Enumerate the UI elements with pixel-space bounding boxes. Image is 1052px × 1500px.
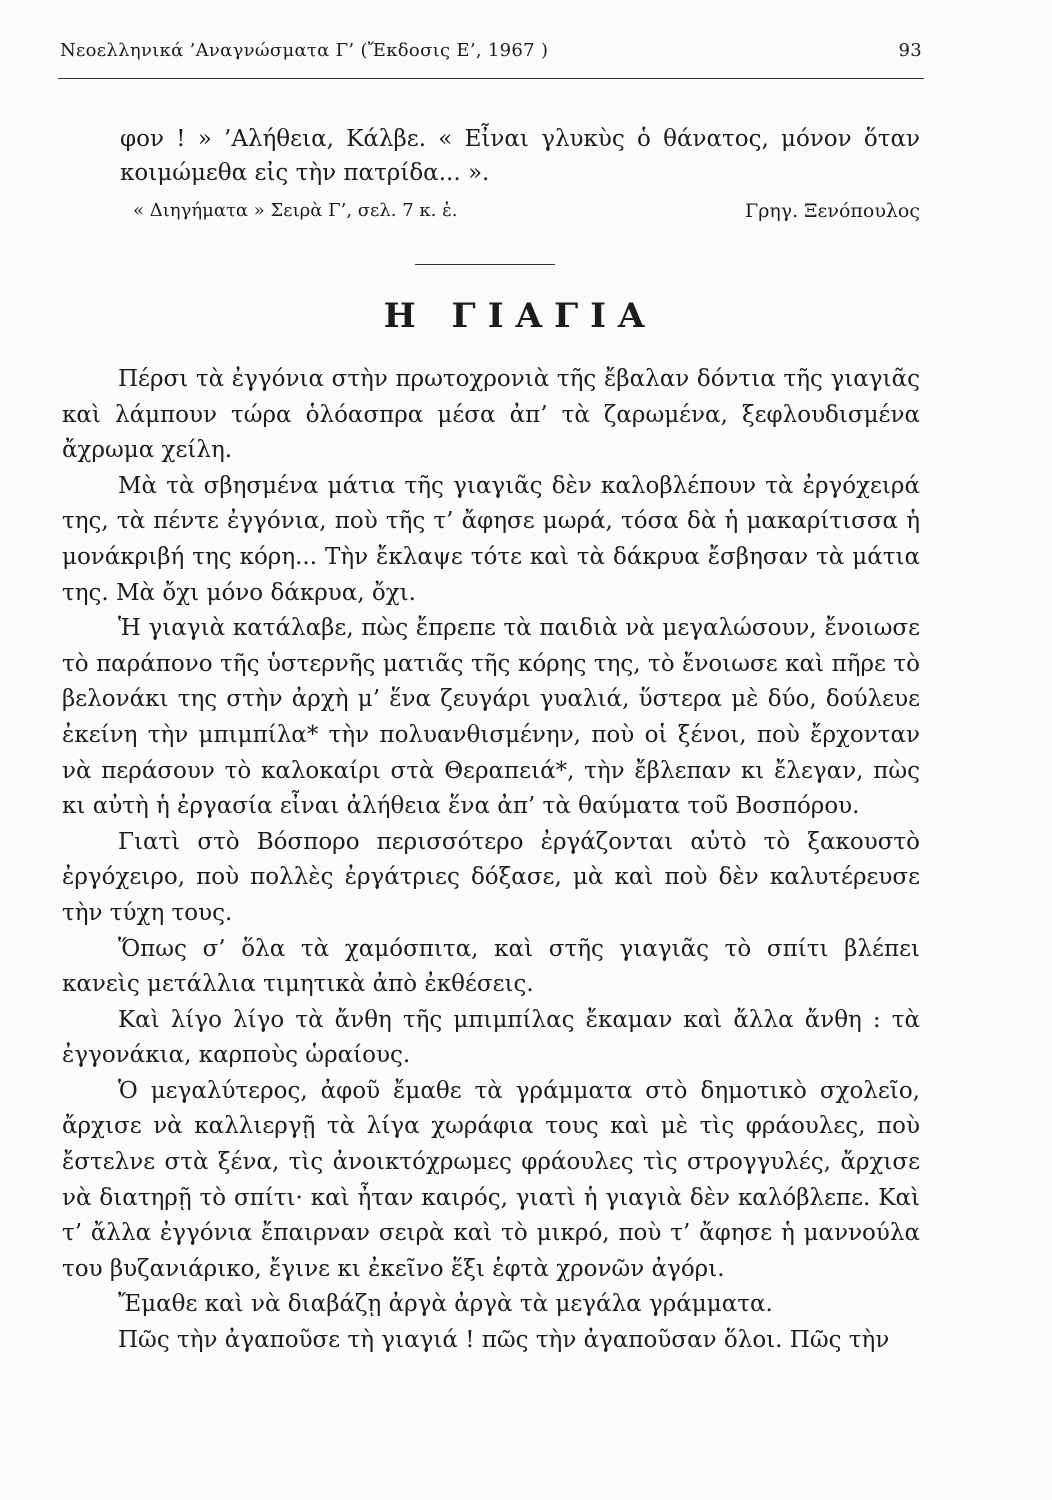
paragraph: Ὅπως σ’ ὅλα τὰ χαμόσπιτα, καὶ στῆς γιαγιᾶς τὸ σπίτι βλέπει κανεὶς μετάλλια τιμητικὰ ἀπὸ ἐκθέσεις. (62, 935, 920, 998)
story-body (62, 362, 920, 1359)
source-citation: « Διηγήματα » Σειρὰ Γ’, σελ. 7 κ. ἑ. (133, 200, 458, 221)
story-title: Η ΓΙΑΓΙΑ (383, 296, 657, 336)
page-number: 93 (898, 40, 922, 61)
running-header (60, 40, 922, 61)
continued-paragraph: φον ! » ’Αλήθεια, Κάλβε. « Εἶναι γλυκὺς ὁ θάνατος, μόνον ὅταν κοιμώμεθα εἰς τὴν πατρίδα... ». (120, 126, 920, 186)
paragraph: Ἡ γιαγιὰ κατάλαβε, πὼς ἔπρεπε τὰ παιδιὰ νὰ μεγαλώσουν, ἔνοιωσε τὸ παράπονο τῆς ὑστερνῆς ματιᾶς τῆς κόρης της, τὸ ἔνοιωσε καὶ πῆρε τὸ βελονάκι της στὴν ἀρχὴ μ’ ἕνα ζευγάρι γυαλιά, ὕστερα μὲ δύο, δούλευε ἐκείνη τὴν μπιμπίλα* τὴν πολυανθισμένην, ποὺ οἱ ξένοι, ποὺ ἔρχονταν νὰ περάσουν τὸ καλοκαίρι στὰ Θεραπειά*, τὴν ἔβλεπαν κι ἔλεγαν, πὼς κι αὐτὴ ἡ ἐργασία εἶναι ἀλήθεια ἕνα ἀπ’ τὰ θαύματα τοῦ Βοσπόρου. (62, 615, 920, 820)
paragraph: Γιατὶ στὸ Βόσπορο περισσότερο ἐργάζονται αὐτὸ τὸ ξακουστὸ ἐργόχειρο, ποὺ πολλὲς ἐργάτριες δόξασε, μὰ καὶ ποὺ δὲν καλυτέρευσε τὴν τύχη τους. (62, 828, 920, 926)
source-note (133, 200, 920, 222)
running-title: Νεοελληνικά ’Αναγνώσματα Γ’ (Ἔκδοσις Ε’, 1967 ) (60, 40, 549, 61)
paragraph: Καὶ λίγο λίγο τὰ ἄνθη τῆς μπιμπίλας ἔκαμαν καὶ ἄλλα ἄνθη : τὰ ἐγγονάκια, καρποὺς ὡραίους. (62, 1006, 920, 1069)
paragraph: Μὰ τὰ σβησμένα μάτια τῆς γιαγιᾶς δὲν καλοβλέπουν τὰ ἐργόχειρά της, τὰ πέντε ἐγγόνια, ποὺ τῆς τ’ ἄφησε μωρά, τόσα δὰ ἡ μακαρίτισσα ἡ μονάκριβή της κόρη... Τὴν ἔκλαψε τότε καὶ τὰ δάκρυα ἔσβησαν τὰ μάτια της. Μὰ ὄχι μόνο δάκρυα, ὄχι. (62, 472, 920, 606)
paragraph: Πῶς τὴν ἀγαποῦσε τὴ γιαγιά ! πῶς τὴν ἀγαποῦσαν ὅλοι. Πῶς τὴν (118, 1327, 890, 1354)
paragraph: Ὁ μεγαλύτερος, ἀφοῦ ἔμαθε τὰ γράμματα στὸ δημοτικὸ σχολεῖο, ἄρχισε νὰ καλλιεργῇ τὰ λίγα χωράφια τους καὶ μὲ τὶς φράουλες, ποὺ ἔστελνε στὰ ξένα, τὶς ἀνοικτόχρωμες φράουλες τὶς στρογγυλές, ἄρχισε νὰ διατηρῇ τὸ σπίτι· καὶ ἦταν καιρός, γιατὶ ἡ γιαγιὰ δὲν καλόβλεπε. Καὶ τ’ ἄλλα ἐγγόνια ἔπαιρναν σειρὰ καὶ τὸ μικρό, ποὺ τ’ ἄφησε ἡ μαννούλα του βυζανιάρικο, ἔγινε κι ἐκεῖνο ἕξι ἑφτὰ χρονῶν ἀγόρι. (62, 1077, 920, 1282)
author-name: Γρηγ. Ξενόπουλος (745, 200, 920, 222)
header-divider (58, 78, 924, 79)
section-divider (415, 264, 555, 265)
paragraph: Πέρσι τὰ ἐγγόνια στὴν πρωτοχρονιὰ τῆς ἔβαλαν δόντια τῆς γιαγιᾶς καὶ λάμπουν τώρα ὁλόασπρα μέσα ἀπ’ τὰ ζαρωμένα, ξεφλουδισμένα ἄχρωμα χείλη. (62, 366, 920, 464)
paragraph: Ἔμαθε καὶ νὰ διαβάζῃ ἀργὰ ἀργὰ τὰ μεγάλα γράμματα. (118, 1291, 773, 1318)
